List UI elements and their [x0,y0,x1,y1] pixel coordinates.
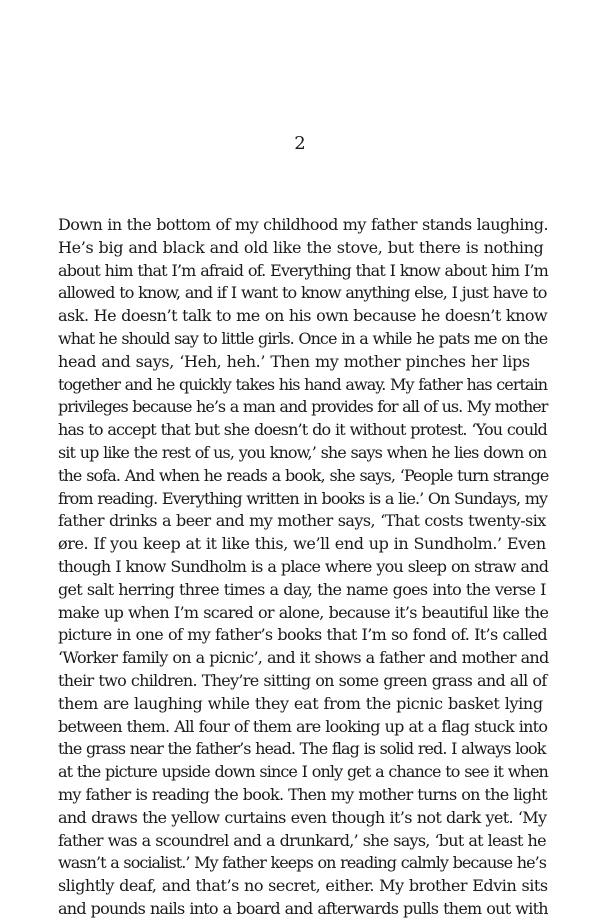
text-line: wasn’t a socialist.’ My father keeps on reading calmly because he’s [58,853,547,873]
text-line: get salt herring three times a day, the name goes into the verse I [58,579,546,599]
text-line: together and he quickly takes his hand away. My father has certain [58,374,548,394]
text-line: and pounds nails into a board and afterwards pulls them out with [58,898,548,918]
text-line: allowed to know, and if I want to know anything else, I just have to [58,283,547,303]
text-line: slightly deaf, and that’s no secret, either. My brother Edvin sits [58,876,548,896]
text-line: make up when I’m scared or alone, because it’s beautiful like the [58,602,549,622]
text-line: privileges because he’s a man and provides for all of us. My mother [58,397,548,417]
text-line: øre. If you keep at it like this, we’ll end up in Sundholm.’ Even [58,534,546,554]
text-line: Down in the bottom of my childhood my father stands laughing. [58,215,548,234]
text-line: father was a scoundrel and a drunkard,’ she says, ‘but at least he [58,830,546,850]
text-line: at the picture upside down since I only get a chance to see it when [58,762,548,782]
text-line: and draws the yellow curtains even though it’s not dark yet. ‘My [58,807,547,827]
text-line: my father is reading the book. Then my mother turns on the light [58,784,547,804]
text-line: them are laughing while they eat from the picnic basket lying [58,693,543,713]
text-line: He’s big and black and old like the stove, but there is nothing [58,237,544,257]
text-line: ‘Worker family on a picnic’, and it shows a father and mother and [58,648,549,668]
text-line: between them. All four of them are looking up at a flag stuck into [58,716,548,736]
body-text [58,214,548,921]
text-line: has to accept that but she doesn’t do it without protest. ‘You could [58,420,547,440]
text-line: father drinks a beer and my mother says, ‘That costs twenty-six [58,511,546,531]
chapter-number: 2 [294,133,306,154]
text-line: from reading. Everything written in books is a lie.’ On Sundays, my [58,488,548,508]
text-line: about him that I’m afraid of. Everything that I know about him I’m [58,260,548,280]
text-line: their two children. They’re sitting on some green grass and all of [58,670,547,690]
text-line: ask. He doesn’t talk to me on his own because he doesn’t know [58,306,548,326]
text-line: picture in one of my father’s books that I’m so fond of. It’s called [58,625,547,645]
text-line: though I know Sundholm is a place where you sleep on straw and [58,556,549,576]
text-line: head and says, ‘Heh, heh.’ Then my mother pinches her lips [58,351,530,371]
text-line: sit up like the rest of us, you know,’ she says when he lies down on [58,442,547,462]
text-line: what he should say to little girls. Once in a while he pats me on the [58,328,548,348]
text-line: the grass near the father’s head. The flag is solid red. I always look [58,739,546,759]
text-line: the sofa. And when he reads a book, she says, ‘People turn strange [58,465,549,485]
